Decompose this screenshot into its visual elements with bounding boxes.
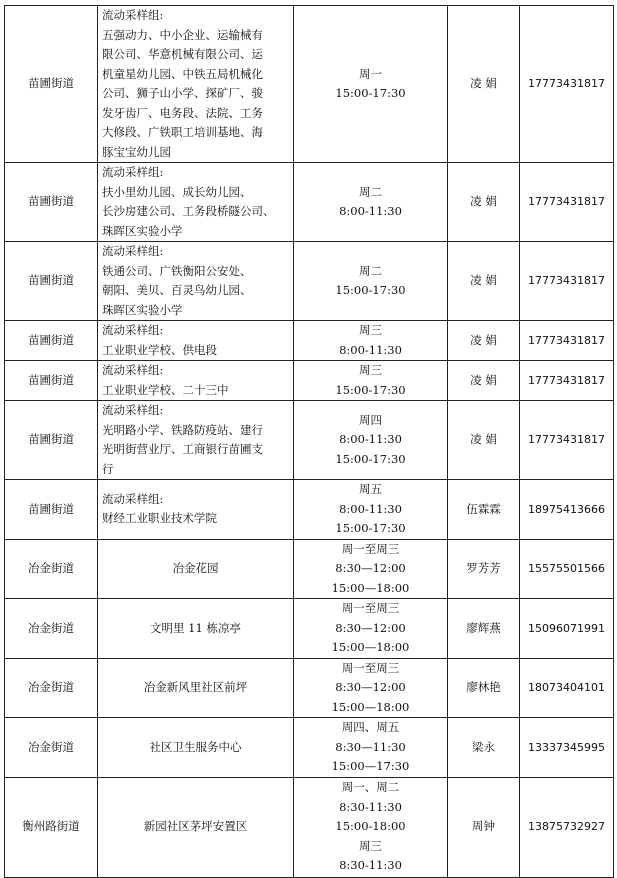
contact-person-cell: 伍霖霖: [448, 480, 520, 540]
time-line: 15:00-17:30: [335, 521, 406, 535]
time-line: 8:30-11:30: [339, 858, 402, 873]
phone-cell: 15096071991: [520, 599, 614, 659]
location-line: 五强动力、中小企业、运输械有: [102, 27, 263, 42]
time-line: 15:00—17:30: [331, 759, 410, 773]
location-line: 铁通公司、广铁衡阳公安处、: [102, 263, 252, 278]
street-cell: 冶金街道: [5, 599, 98, 659]
location-cell: [98, 321, 294, 361]
time-cell: [294, 658, 448, 718]
location-cell: [98, 6, 294, 163]
time-line: 8:00-11:30: [339, 432, 402, 447]
time-cell: [294, 321, 448, 361]
location-cell: [98, 658, 294, 718]
contact-person-cell: 凌 娟: [448, 6, 520, 163]
location-cell: [98, 718, 294, 778]
street-cell: 苗圃街道: [5, 401, 98, 480]
table-row: [5, 321, 614, 361]
phone-cell: 18975413666: [520, 480, 614, 540]
time-cell: [294, 599, 448, 659]
time-line: 15:00—18:00: [331, 580, 410, 595]
contact-person-cell: 廖辉燕: [448, 599, 520, 659]
location-line: 文明里 11 栋凉亭: [150, 620, 241, 635]
time-line: 周一至周三: [341, 601, 400, 615]
location-line: 流动采样组:: [102, 244, 164, 258]
phone-cell: 17773431817: [520, 401, 614, 480]
contact-person-cell: 罗芳芳: [448, 539, 520, 599]
location-line: 限公司、华意机械有限公司、运: [102, 47, 263, 61]
time-line: 8:30—12:00: [335, 620, 406, 635]
time-line: 15:00-17:30: [335, 451, 406, 466]
time-line: 8:00-11:30: [339, 342, 402, 357]
time-cell: [294, 401, 448, 480]
location-line: 流动采样组:: [102, 403, 164, 417]
street-cell: 苗圃街道: [5, 6, 98, 163]
contact-person-cell: 凌 娟: [448, 242, 520, 321]
time-cell: [294, 718, 448, 778]
location-line: 朝阳、美贝、百灵鸟幼儿园、: [102, 283, 252, 297]
time-cell: [294, 163, 448, 242]
time-line: 周二: [359, 184, 382, 199]
time-cell: [294, 6, 448, 163]
table-row: [5, 6, 614, 163]
location-cell: [98, 599, 294, 659]
contact-person-cell: 凌 娟: [448, 163, 520, 242]
street-cell: 冶金街道: [5, 718, 98, 778]
street-cell: 苗圃街道: [5, 480, 98, 540]
time-cell: [294, 539, 448, 599]
phone-cell: 17773431817: [520, 242, 614, 321]
table-row: [5, 480, 614, 540]
location-cell: [98, 539, 294, 599]
time-line: 周四、周五: [341, 720, 400, 734]
table-row: [5, 777, 614, 877]
table-row: [5, 539, 614, 599]
time-line: 8:30-11:30: [339, 799, 402, 814]
time-line: 周一至周三: [341, 660, 400, 675]
contact-person-cell: 凌 娟: [448, 361, 520, 401]
street-cell: 苗圃街道: [5, 321, 98, 361]
contact-person-cell: 廖林艳: [448, 658, 520, 718]
location-line: 流动采样组:: [102, 491, 164, 506]
location-line: 冶金新风里社区前坪: [143, 680, 248, 694]
contact-person-cell: 周钟: [448, 777, 520, 877]
location-line: 社区卫生服务中心: [149, 739, 242, 754]
time-line: 周三: [359, 323, 382, 337]
location-line: 珠晖区实验小学: [102, 302, 183, 317]
table-row: [5, 242, 614, 321]
location-cell: [98, 777, 294, 877]
phone-cell: 17773431817: [520, 6, 614, 163]
time-line: 15:00—18:00: [331, 699, 410, 714]
location-line: 扶小里幼儿园、成长幼儿园、: [102, 184, 252, 199]
location-line: 发牙齿厂、电务段、法院、工务: [102, 105, 263, 120]
time-line: 周四: [359, 412, 382, 427]
phone-cell: 15575501566: [520, 539, 614, 599]
location-cell: [98, 401, 294, 480]
location-line: 珠晖区实验小学: [102, 223, 183, 238]
contact-person-cell: 梁永: [448, 718, 520, 778]
table-body: [5, 6, 614, 878]
time-line: 15:00-17:30: [335, 283, 406, 297]
location-line: 工业职业学校、供电段: [102, 342, 217, 357]
location-line: 冶金花园: [172, 561, 219, 575]
phone-cell: 13875732927: [520, 777, 614, 877]
location-line: 流动采样组:: [102, 8, 164, 22]
location-line: 光明街营业厅、工商银行苗圃支: [102, 442, 263, 456]
location-line: 流动采样组:: [102, 363, 164, 377]
street-cell: 苗圃街道: [5, 361, 98, 401]
table-row: [5, 401, 614, 480]
location-line: 流动采样组:: [102, 165, 164, 179]
location-line: 行: [102, 461, 114, 476]
phone-cell: 18073404101: [520, 658, 614, 718]
time-line: 8:30—11:30: [335, 739, 406, 754]
street-cell: 冶金街道: [5, 539, 98, 599]
time-line: 8:00-11:30: [339, 501, 402, 516]
location-line: 新园社区茅坪安置区: [143, 819, 248, 834]
location-cell: [98, 361, 294, 401]
location-cell: [98, 163, 294, 242]
time-line: 周二: [359, 263, 382, 278]
phone-cell: 13337345995: [520, 718, 614, 778]
time-line: 15:00-18:00: [335, 819, 406, 834]
contact-person-cell: 凌 娟: [448, 321, 520, 361]
table-row: [5, 163, 614, 242]
location-line: 机童星幼儿园、中铁五局机械化: [102, 66, 263, 81]
time-cell: [294, 242, 448, 321]
location-cell: [98, 242, 294, 321]
time-line: 8:30—12:00: [335, 680, 406, 694]
location-line: 财经工业职业技术学院: [102, 511, 217, 526]
time-line: 周五: [359, 482, 382, 496]
street-cell: 冶金街道: [5, 658, 98, 718]
time-line: 8:30—12:00: [335, 561, 406, 575]
time-cell: [294, 777, 448, 877]
location-line: 工业职业学校、二十三中: [102, 382, 229, 397]
location-line: 公司、狮子山小学、探矿厂、骏: [102, 86, 263, 100]
location-line: 长沙房建公司、工务段桥隧公司、: [102, 204, 275, 218]
location-line: 豚宝宝幼儿园: [102, 144, 171, 159]
phone-cell: 17773431817: [520, 163, 614, 242]
time-line: 8:00-11:30: [339, 204, 402, 218]
time-cell: [294, 361, 448, 401]
time-line: 周三: [359, 363, 382, 377]
contact-person-cell: 凌 娟: [448, 401, 520, 480]
street-cell: 衡州路街道: [5, 777, 98, 877]
time-line: 15:00—18:00: [331, 640, 410, 654]
table-row: [5, 361, 614, 401]
street-cell: 苗圃街道: [5, 163, 98, 242]
phone-cell: 17773431817: [520, 361, 614, 401]
time-line: 15:00-17:30: [335, 86, 406, 100]
sampling-schedule-table: [4, 5, 614, 878]
time-line: 15:00-17:30: [335, 382, 406, 397]
table-row: [5, 718, 614, 778]
time-line: 周三: [359, 838, 382, 853]
table-row: [5, 658, 614, 718]
time-line: 周一、周二: [341, 780, 400, 795]
location-cell: [98, 480, 294, 540]
time-line: 周一: [359, 66, 382, 81]
time-cell: [294, 480, 448, 540]
phone-cell: 17773431817: [520, 321, 614, 361]
street-cell: 苗圃街道: [5, 242, 98, 321]
location-line: 流动采样组:: [102, 323, 164, 337]
time-line: 周一至周三: [341, 541, 400, 556]
table-row: [5, 599, 614, 659]
location-line: 大修段、广铁职工培训基地、海: [102, 125, 263, 139]
location-line: 光明路小学、铁路防疫站、建行: [102, 422, 263, 437]
